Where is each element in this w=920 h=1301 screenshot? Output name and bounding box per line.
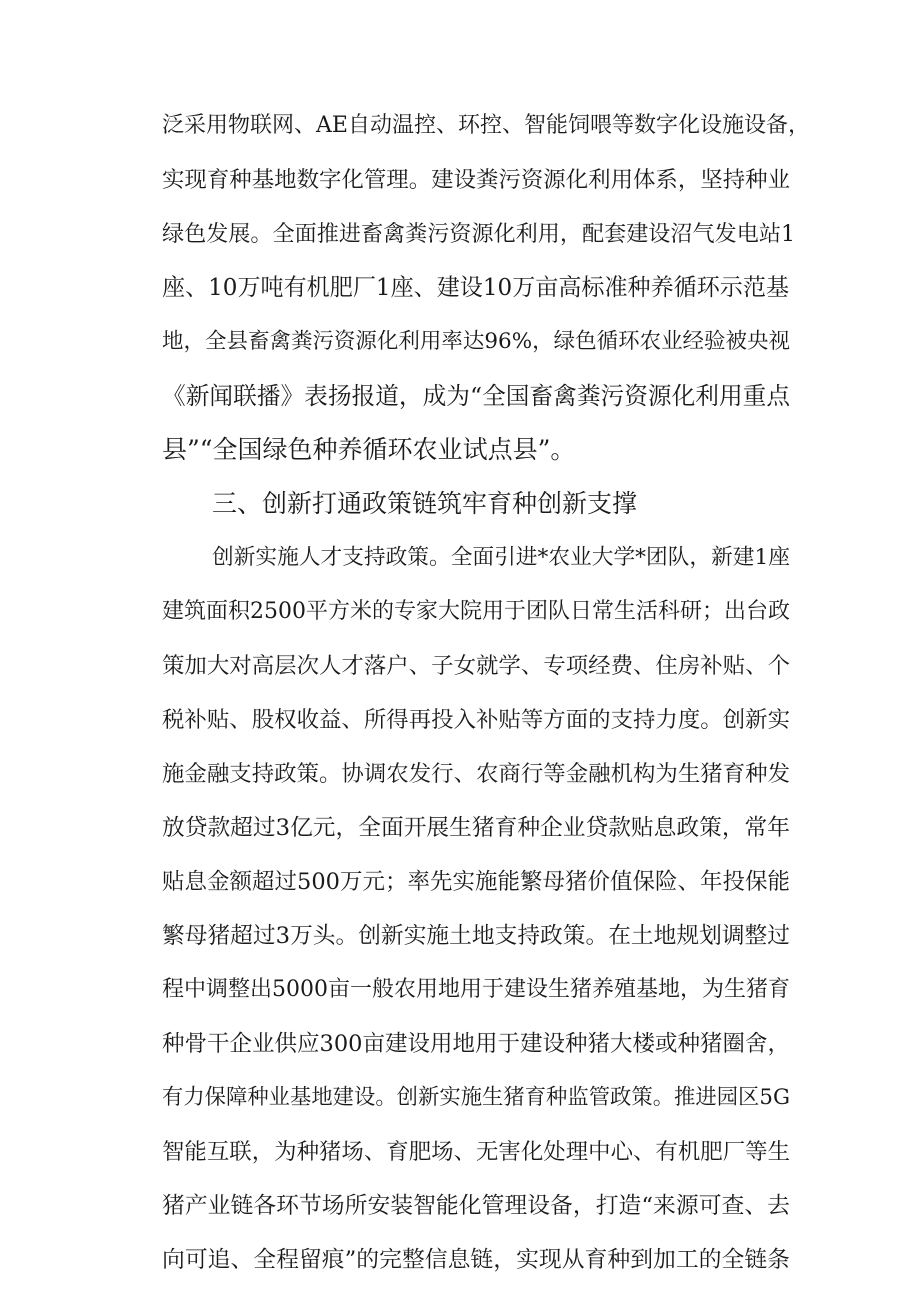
text-line: 施金融支持政策。协调农发行、农商行等金融机构为生猪育种发: [162, 761, 790, 787]
text-line: 程中调整出5000亩一般农用地用于建设生猪养殖基地，为生猪育: [162, 977, 790, 1002]
text-line: 绿色发展。全面推进畜禽粪污资源化利用，配套建设沼气发电站1: [162, 221, 795, 247]
text-line: 建筑面积2500平方米的专家大院用于团队日常生活科研；出台政: [162, 599, 790, 624]
text-line: 泛采用物联网、AE自动温控、环控、智能饲喂等数字化设施设备，: [162, 113, 810, 138]
text-line: 县”“全国绿色种养循环农业试点县”。: [162, 435, 576, 464]
text-line: 座、10万吨有机肥厂1座、建设10万亩高标准种养循环示范基: [162, 275, 789, 301]
text-line: 有力保障种业基地建设。创新实施生猪育种监管政策。推进园区5G: [162, 1085, 790, 1110]
text-line: 实现育种基地数字化管理。建设粪污资源化利用体系，坚持种业: [162, 167, 790, 193]
text-line: 智能互联，为种猪场、育肥场、无害化处理中心、有机肥厂等生: [162, 1139, 790, 1165]
text-line: 地，全县畜禽粪污资源化利用率达96%，绿色循环农业经验被央视: [162, 329, 790, 354]
text-line: 创新实施人才支持政策。全面引进*农业大学*团队，新建1座: [212, 545, 790, 570]
text-line: 策加大对高层次人才落户、子女就学、专项经费、住房补贴、个: [162, 653, 790, 679]
text-line: 贴息金额超过500万元；率先实施能繁母猪价值保险、年投保能: [162, 869, 790, 895]
text-line: 《新闻联播》表扬报道，成为“全国畜禽粪污资源化利用重点: [162, 382, 790, 410]
text-line: 税补贴、股权收益、所得再投入补贴等方面的支持力度。创新实: [162, 707, 790, 733]
text-line: 繁母猪超过3万头。创新实施土地支持政策。在土地规划调整过: [162, 923, 790, 949]
text-line: 向可追、全程留痕”的完整信息链，实现从育种到加工的全链条: [162, 1247, 790, 1273]
section-heading: 三、创新打通政策链筑牢育种创新支撑: [212, 489, 638, 518]
text-line: 放贷款超过3亿元，全面开展生猪育种企业贷款贴息政策，常年: [162, 815, 790, 841]
text-line: 种骨干企业供应300亩建设用地用于建设种猪大楼或种猪圈舍，: [162, 1031, 790, 1057]
text-line: 猪产业链各环节场所安装智能化管理设备，打造“来源可查、去: [162, 1193, 790, 1219]
